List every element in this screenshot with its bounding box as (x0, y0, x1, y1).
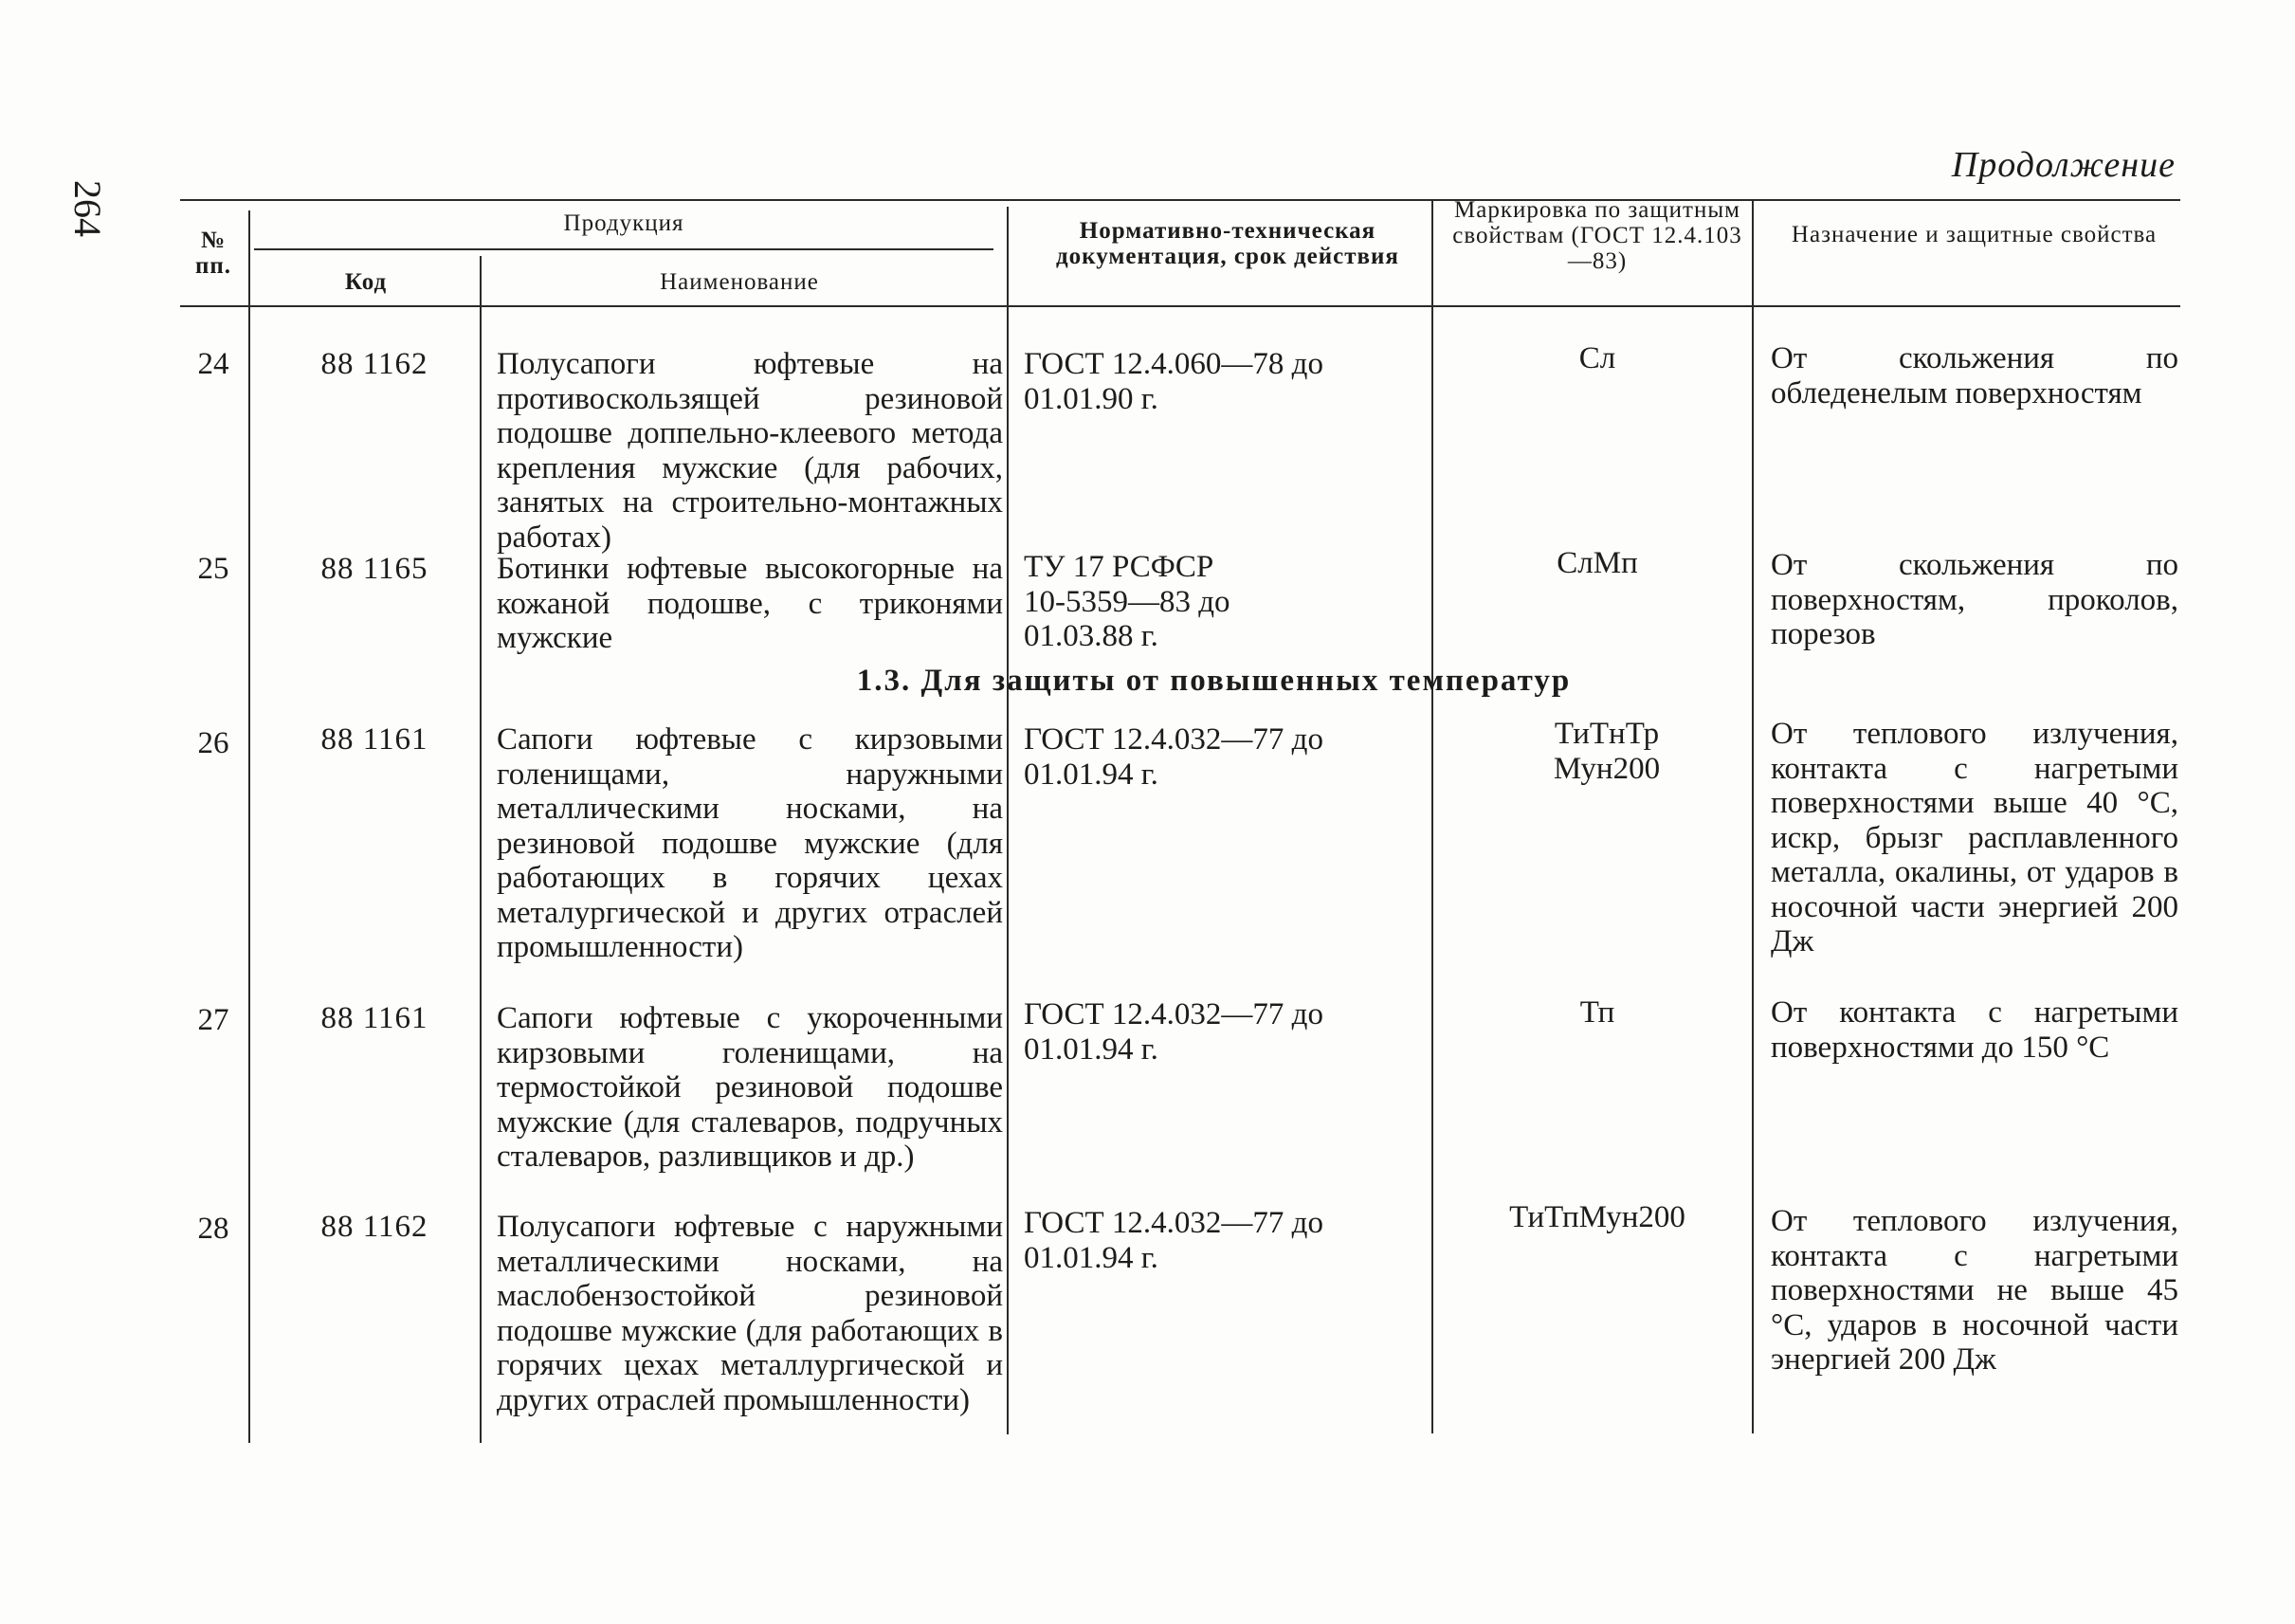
row-25-doc: ТУ 17 РСФСР 10-5359—83 до 01.03.88 г. (1024, 550, 1230, 653)
row-28-name: Полусапоги юфтевые с наружными металлическими носками, на маслобензостойкой резиновой подошве мужские (для работающих в горячих цехах металлургической и других отраслей промышленности) (497, 1210, 1003, 1417)
row-28-code: 88 1162 (320, 1210, 428, 1244)
header-doc: Нормативно-техническая документация, срок действия (1056, 218, 1399, 269)
row-26-purpose: От теплового излучения, контакта с нагретыми поверхностями выше 40 °С, искр, брызг расплавленного металла, окалины, от ударов в носочной части энергией 200 Дж (1771, 717, 2178, 958)
row-24-code: 88 1162 (320, 347, 428, 381)
row-25-no: 25 (197, 552, 229, 586)
table-top-rule (180, 199, 2180, 201)
row-28-mark: ТиТпМун200 (1509, 1200, 1685, 1234)
col-divider-5 (1752, 199, 1754, 1433)
row-27-purpose: От контакта с нагретыми поверхностями до 150 °С (1771, 995, 2178, 1065)
row-26-code: 88 1161 (320, 722, 428, 757)
row-27-doc: ГОСТ 12.4.032—77 до 01.01.94 г. (1024, 997, 1323, 1067)
row-24-name: Полусапоги юфтевые на противоскользящей резиновой подошве доппельно-клеевого метода крепления мужские (для рабочих, занятых на строительно-монтажных работах) (497, 347, 1003, 555)
row-28-purpose: От теплового излучения, контакта с нагретыми поверхностями не выше 45 °С, ударов в носочной части энергией 200 Дж (1771, 1204, 2178, 1377)
page-number: 264 (66, 180, 109, 237)
row-24-mark: Сл (1578, 341, 1616, 375)
row-24-purpose: От скольжения по обледенелым поверхностям (1771, 341, 2178, 411)
row-25-code: 88 1165 (320, 552, 428, 586)
row-27-mark: Тп (1579, 995, 1615, 1030)
row-25-purpose: От скольжения по поверхностям, проколов, порезов (1771, 548, 2178, 651)
col-divider-1 (248, 210, 250, 1443)
row-26-doc: ГОСТ 12.4.032—77 до 01.01.94 г. (1024, 722, 1323, 792)
header-product: Продукция (563, 210, 684, 236)
col-divider-3 (1007, 207, 1009, 1434)
header-code: Код (344, 269, 388, 295)
header-marking: Маркировка по защитным свойствам (ГОСТ 12.4.103—83) (1452, 197, 1742, 274)
section-title: 1.3. Для защиты от повышенных температур (856, 664, 1572, 698)
row-24-doc: ГОСТ 12.4.060—78 до 01.01.90 г. (1024, 347, 1323, 416)
header-name: Наименование (660, 269, 819, 295)
header-purpose: Назначение и защитные свойства (1791, 222, 2158, 247)
continuation-label: Продолжение (1951, 145, 2176, 185)
row-24-no: 24 (197, 347, 229, 381)
product-header-rule (254, 248, 993, 250)
row-25-name: Ботинки юфтевые высокогорные на кожаной подошве, с триконями мужские (497, 552, 1003, 655)
row-27-name: Сапоги юфтевые с укороченными кирзовыми голенищами, на термостойкой резиновой подошве мужские (для сталеваров, подручных сталеваров, разливщиков и др.) (497, 1001, 1003, 1174)
header-no: № пп. (194, 228, 232, 279)
col-divider-4 (1431, 199, 1433, 1433)
row-28-no: 28 (197, 1212, 229, 1246)
row-25-mark: СлМп (1557, 546, 1638, 580)
row-27-no: 27 (197, 1003, 229, 1037)
row-27-code: 88 1161 (320, 1001, 428, 1035)
row-26-name: Сапоги юфтевые с кирзовыми голенищами, наружными металлическими носками, на резиновой подошве мужские (для работающих в горячих цехах металургической и других отраслей промышленности) (497, 722, 1003, 964)
col-divider-2 (480, 256, 482, 1443)
row-26-no: 26 (197, 726, 229, 760)
row-26-mark: ТиТнТр Мун200 (1553, 717, 1661, 786)
row-28-doc: ГОСТ 12.4.032—77 до 01.01.94 г. (1024, 1206, 1323, 1275)
